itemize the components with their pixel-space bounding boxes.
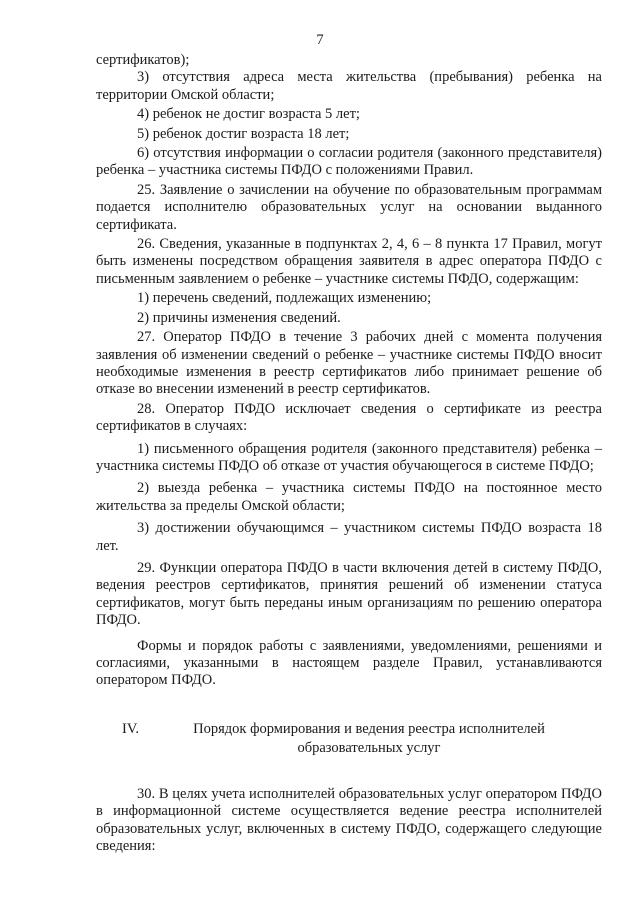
- paragraph: 26. Сведения, указанные в подпунктах 2, 4, 6 – 8 пункта 17 Правил, могут быть изменены посредством обращения заявителя в адрес оператора ПФДО с письменным заявлением о ребенке – участнике системы ПФДО, содержащим:: [96, 236, 602, 287]
- list-item: 3) достижении обучающимся – участником системы ПФДО возраста 18 лет.: [96, 520, 602, 554]
- list-item: 2) выезда ребенка – участника системы ПФДО на постоянное место жительства за пределы Омской области;: [96, 480, 602, 514]
- section-heading: [96, 720, 602, 758]
- section-title: Порядок формирования и ведения реестра исполнителей образовательных услуг: [193, 720, 545, 756]
- list-item: 1) письменного обращения родителя (законного представителя) ребенка – участника системы ПФДО об отказе от участия обучающегося в системе ПФДО;: [96, 440, 602, 474]
- list-item: 1) перечень сведений, подлежащих изменению;: [137, 290, 432, 307]
- paragraph: Формы и порядок работы с заявлениями, уведомлениями, решениями и согласиями, указанными в настоящем разделе Правил, устанавливаются оператором ПФДО.: [96, 637, 602, 689]
- document-body: [96, 52, 602, 855]
- paragraph: 29. Функции оператора ПФДО в части включения детей в систему ПФДО, ведения реестров сертификатов, принятия решений об изменении статуса сертификатов, могут быть переданы иным организациям по решению оператора ПФДО.: [96, 559, 602, 629]
- list-item: 3) отсутствия адреса места жительства (пребывания) ребенка на территории Омской области;: [96, 69, 602, 103]
- section-number: IV.: [122, 720, 140, 737]
- paragraph: 27. Оператор ПФДО в течение 3 рабочих дней с момента получения заявления об изменении сведений о ребенке – участнике системы ПФДО вносит необходимые изменения в реестр сертификатов либо принимает решение об отказе во внесении изменений в реестр сертификатов.: [96, 329, 602, 398]
- page-number: 7: [316, 32, 324, 48]
- paragraph: 30. В целях учета исполнителей образовательных услуг оператором ПФДО в информационной системе осуществляется ведение реестра исполнителей образовательных услуг, включенных в систему ПФДО, содержащего следующие сведения:: [96, 785, 602, 855]
- paragraph: 25. Заявление о зачислении на обучение по образовательным программам подается исполнителю образовательных услуг на основании выданного сертификата.: [96, 181, 602, 233]
- list-item: 4) ребенок не достиг возраста 5 лет;: [137, 106, 360, 123]
- paragraph: 28. Оператор ПФДО исключает сведения о сертификате из реестра сертификатов в случаях:: [96, 400, 602, 435]
- list-item: 6) отсутствия информации о согласии родителя (законного представителя) ребенка – участника системы ПФДО с положениями Правил.: [96, 145, 602, 179]
- list-item: 2) причины изменения сведений.: [137, 309, 341, 326]
- list-item: 5) ребенок достиг возраста 18 лет;: [137, 125, 350, 142]
- paragraph: сертификатов);: [96, 52, 190, 68]
